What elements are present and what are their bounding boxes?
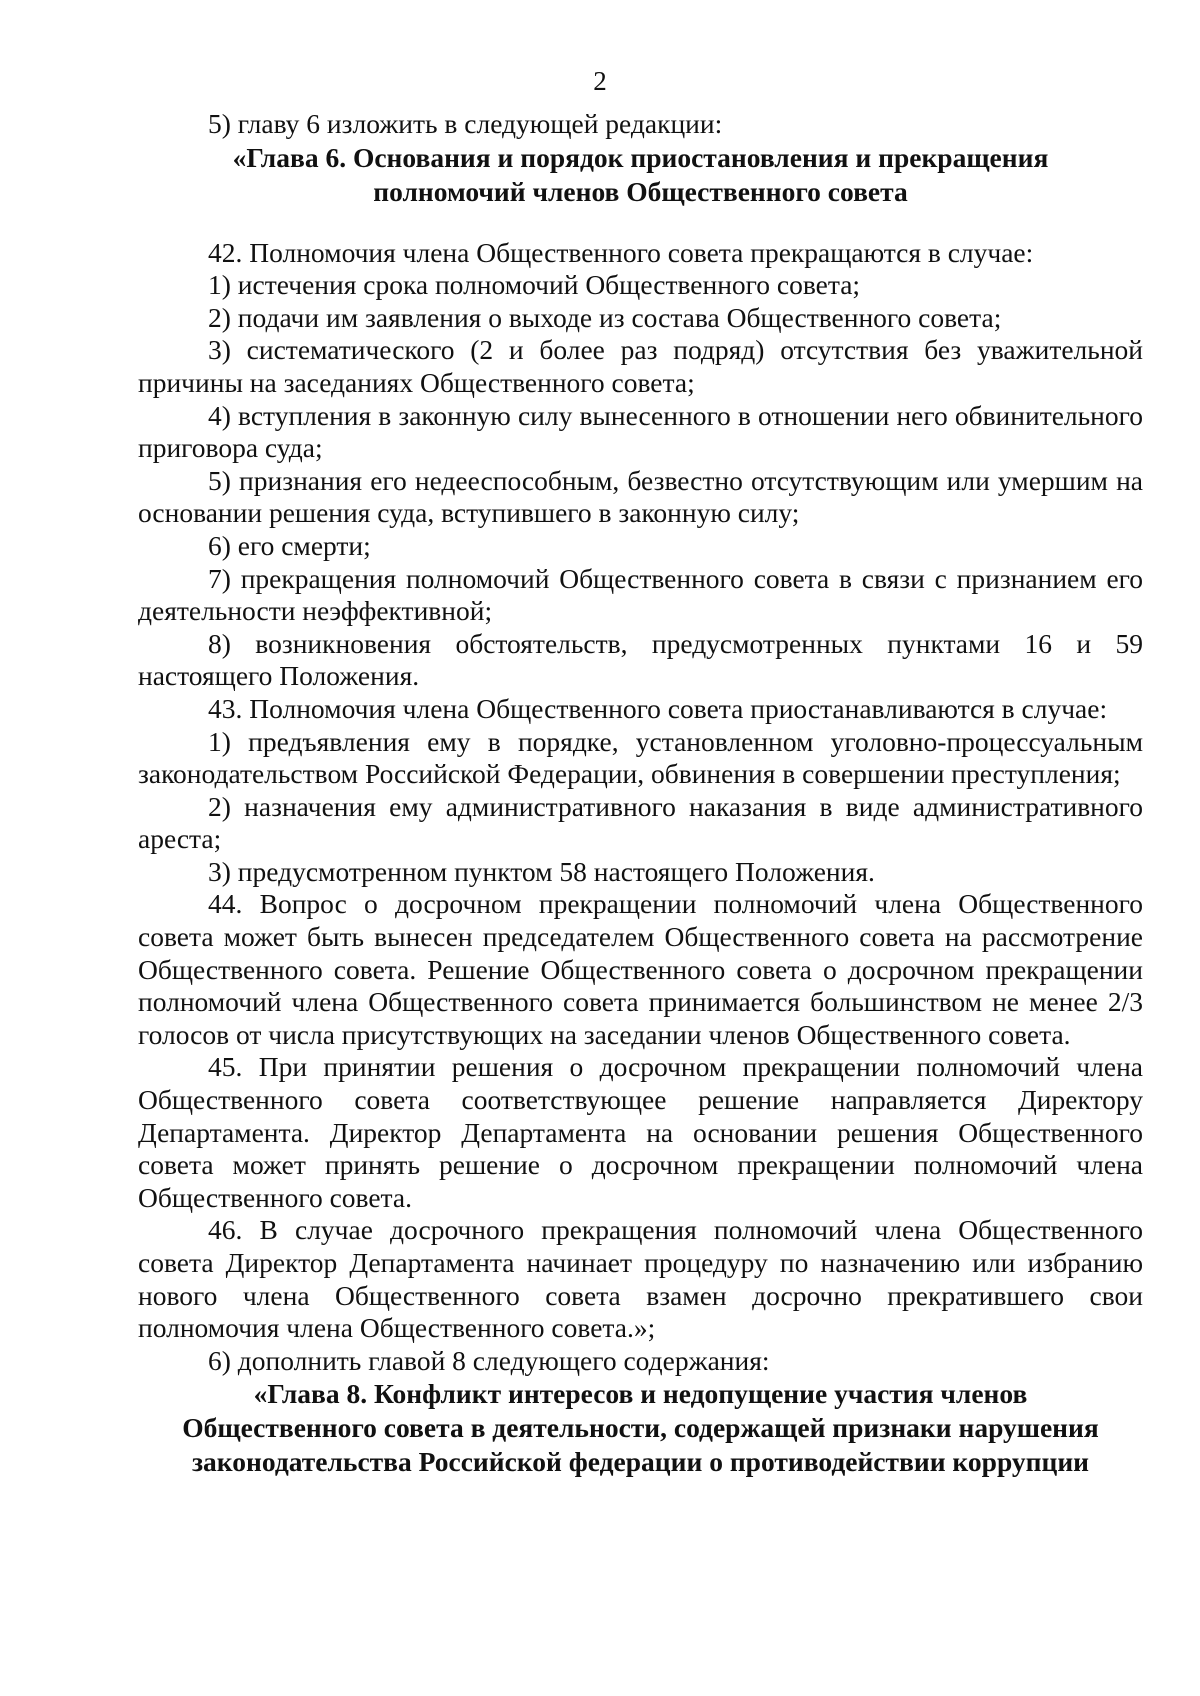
paragraph: 5) главу 6 изложить в следующей редакции: — [208, 108, 723, 139]
paragraph: 45. При принятии решения о досрочном прекращении полномочий члена Общественного совета соответствующее решение направляется Директору Департамента. Директор Департамента на основании решения Общественного совета может принять решение о досрочном прекращении полномочий члена Общественного совета. — [138, 1051, 1143, 1213]
chapter-heading-line: полномочий членов Общественного совета — [373, 175, 908, 207]
chapter-heading — [138, 1377, 1143, 1479]
paragraph: 1) предъявления ему в порядке, установленном уголовно-процессуальным законодательством Российской Федерации, обвинения в совершении преступления; — [138, 725, 1143, 790]
paragraph: 1) истечения срока полномочий Общественного совета; — [208, 269, 861, 301]
paragraph: 3) систематического (2 и более раз подряд) отсутствия без уважительной причины на заседаниях Общественного совета; — [138, 334, 1143, 398]
paragraph: 46. В случае досрочного прекращения полномочий члена Общественного совета Директор Департамента начинает процедуру по назначению или избранию нового члена Общественного совета взамен досрочно прекратившего свои полномочия члена Общественного совета.»; — [138, 1214, 1143, 1344]
spacer — [138, 209, 1143, 237]
page-number: 2 — [593, 66, 607, 96]
chapter-heading-line: Общественного совета в деятельности, содержащей признаки нарушения — [182, 1412, 1099, 1444]
paragraph: 7) прекращения полномочий Общественного совета в связи с признанием его деятельности неэффективной; — [138, 562, 1143, 627]
chapter-heading-line: законодательства Российской федерации о противодействии коррупции — [191, 1446, 1090, 1478]
paragraph: 6) его смерти; — [208, 529, 371, 561]
paragraph: 43. Полномочия члена Общественного совета приостанавливаются в случае: — [208, 692, 1108, 724]
paragraph: 2) подачи им заявления о выходе из состава Общественного совета; — [208, 301, 1002, 333]
chapter-heading — [138, 141, 1143, 209]
paragraph: 8) возникновения обстоятельств, предусмотренных пунктами 16 и 59 настоящего Положения. — [138, 627, 1143, 692]
paragraph: 4) вступления в законную силу вынесенного в отношении него обвинительного приговора суда; — [138, 399, 1143, 464]
paragraph: 5) признания его недееспособным, безвестно отсутствующим или умершим на основании решения суда, вступившего в законную силу; — [138, 464, 1143, 529]
paragraph: 6) дополнить главой 8 следующего содержания: — [208, 1344, 770, 1376]
paragraph: 2) назначения ему административного наказания в виде административного ареста; — [138, 790, 1143, 855]
paragraph: 44. Вопрос о досрочном прекращении полномочий члена Общественного совета может быть вынесен председателем Общественного совета на рассмотрение Общественного совета. Решение Общественного совета о досрочном прекращении полномочий члена Общественного совета принимается большинством не менее 2/3 голосов от числа присутствующих на заседании членов Общественного совета. — [138, 888, 1143, 1050]
chapter-heading-line: «Глава 8. Конфликт интересов и недопущение участия членов — [253, 1378, 1028, 1410]
paragraph: 3) предусмотренном пунктом 58 настоящего Положения. — [208, 855, 875, 887]
chapter-heading-line: «Глава 6. Основания и порядок приостановления и прекращения — [232, 141, 1049, 173]
document-body — [138, 108, 1143, 1479]
paragraph: 42. Полномочия члена Общественного совета прекращаются в случае: — [208, 236, 1034, 268]
